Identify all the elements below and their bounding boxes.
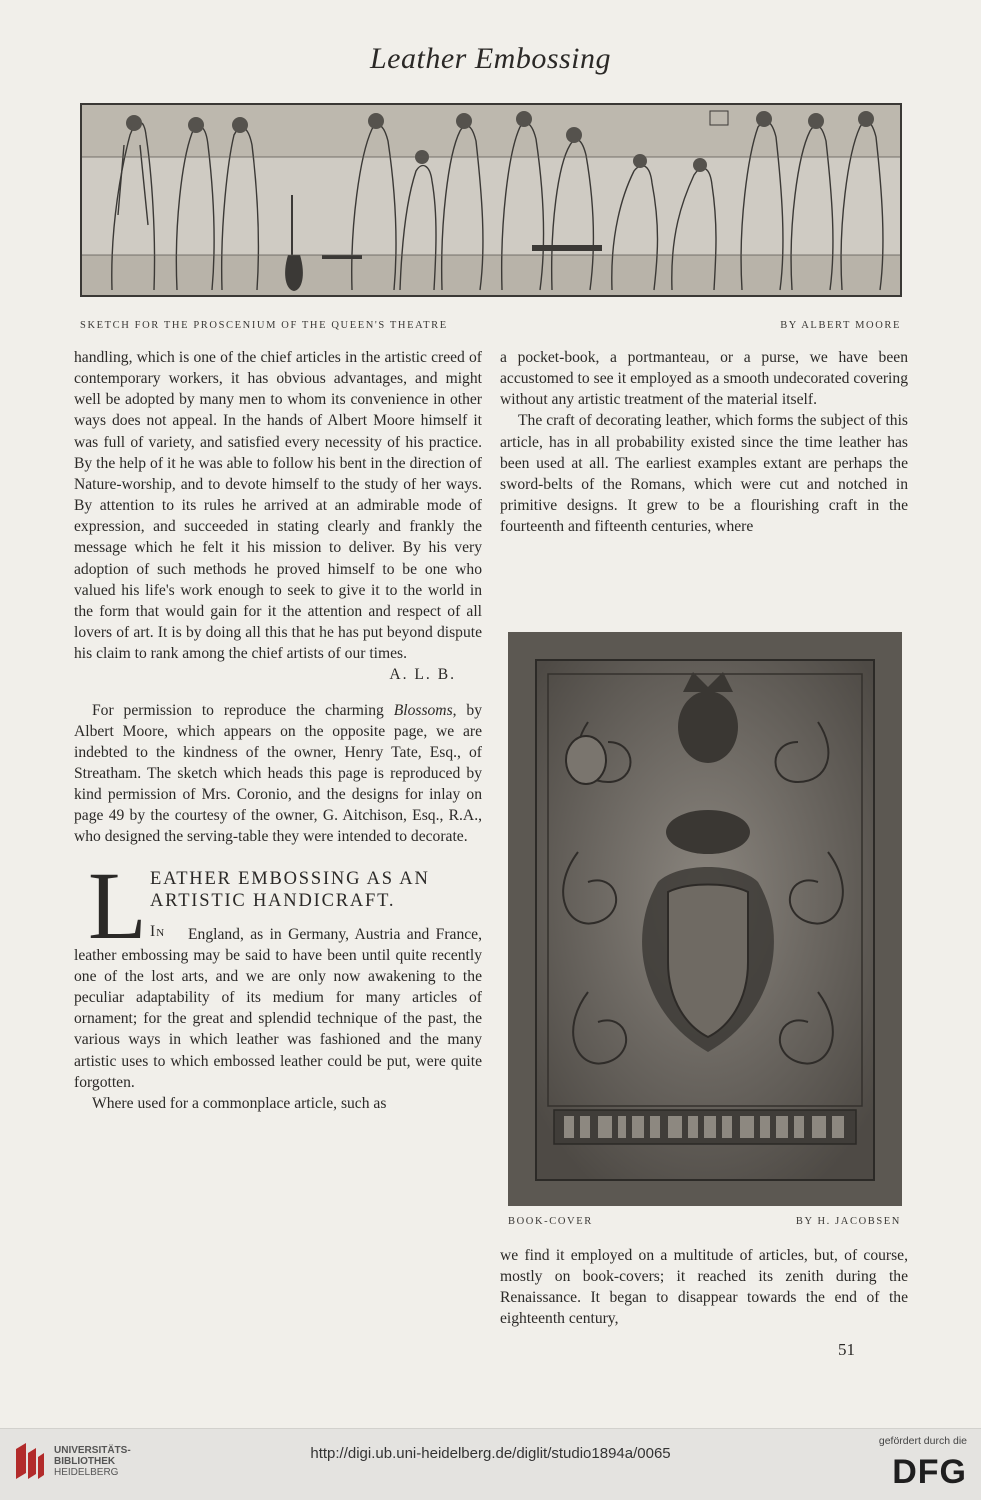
- paragraph: we find it employed on a multitude of articles, but, of course, mostly on book-covers; it reached its zenith during the Renaissance. It began to disappear towards the end of the eighteenth century,: [500, 1247, 908, 1328]
- frieze-illustration: [80, 103, 902, 297]
- paragraph-text: , by Albert Moore, which appears on the opposite page, we are indebted to the kindness of the owner, Henry Tate, Esq., of Streatham. The sketch which heads this page is reproduced by kind permission of Mrs. Coronio, and the designs for inlay on page 49 by the courtesy of the owner, G. Aitchison, Esq., R.A., who designed the serving-table they were intended to decorate.: [74, 701, 482, 846]
- page-title: Leather Embossing: [370, 42, 611, 75]
- right-column-top: [500, 347, 908, 537]
- paragraph-lead: [150, 921, 482, 942]
- paragraph: The craft of decorating leather, which forms the subject of this article, has in all probability existed since the time leather has been used at all. The earliest examples extant are perhaps the sword-belts of the Romans, which were cut and notched in primitive designs. It grew to be a flourishing craft in the fourteenth and fifteenth centuries, where: [500, 412, 908, 536]
- book-cover-image: [508, 632, 902, 1206]
- paragraph: Where used for a commonplace article, such as: [92, 1094, 387, 1112]
- dfg-logo: DFG: [892, 1453, 967, 1491]
- book-cover-credit: BY H. JACOBSEN: [795, 1216, 901, 1227]
- paragraph: [74, 700, 482, 848]
- book-cover-caption: BOOK-COVER: [508, 1216, 593, 1227]
- paragraph: a pocket-book, a portmanteau, or a purse, we have been accustomed to see it employed as a smooth undecorated covering without any artistic treatment of the material itself.: [500, 349, 908, 409]
- library-name-line: UNIVERSITÄTS-: [54, 1445, 131, 1456]
- footer-bar: [0, 1428, 981, 1500]
- artwork-title: Blossoms: [393, 701, 453, 719]
- paragraph: England, as in Germany, Austria and France, leather embossing may be said to have been until quite recently one of the lost arts, and we are only now awakening to the peculiar adaptability of its medium for many articles of ornament; for the great and splendid technique of the past, the various ways in which leather was fashioned and the many artistic uses to which embossed leather could be put, were quite forgotten.: [74, 925, 482, 1091]
- left-column: [74, 347, 482, 1114]
- funded-by-label: gefördert durch die: [878, 1435, 967, 1447]
- author-signature: A. L. B.: [389, 666, 456, 684]
- right-column-bottom: [500, 1245, 908, 1330]
- paragraph-text: For permission to reproduce the charming: [92, 701, 394, 719]
- paragraph: handling, which is one of the chief articles in the artistic creed of contemporary workers, it has obvious advantages, and might well be adopted by many men to whom its convenience in other ways does not appeal. In the hands of Albert Moore himself it was full of variety, and satisfied every necessity of his practice. By the help of it he was able to follow his bent in the direction of Nature-worship, and to devote himself to the study of her ways. By attention to its rules he arrived at an admirable mode of expression, and succeeded in stating clearly and frankly the message which he felt it his mission to deliver. By his very adoption of such methods he proved himself to be one who valued his life's work enough to seek to give it to the world in the form that would gain for it the attention and respect of all lovers of art. It is by doing all this that he has put beyond dispute his claim to rank among the chief artists of our times.: [74, 349, 482, 663]
- lead-word: In: [150, 922, 166, 940]
- drop-cap: L: [88, 851, 147, 959]
- section-heading: [74, 851, 482, 962]
- library-name-line: BIBLIOTHEK: [54, 1456, 116, 1467]
- section-heading-line: EATHER EMBOSSING AS AN: [150, 868, 430, 889]
- section-heading-line: ARTISTIC HANDICRAFT.: [150, 890, 396, 911]
- frieze-caption-title: SKETCH FOR THE PROSCENIUM OF THE QUEEN'S THEATRE: [80, 320, 448, 331]
- frieze-caption-credit: BY ALBERT MOORE: [780, 320, 901, 331]
- source-url-link[interactable]: http://digi.ub.uni-heidelberg.de/diglit/studio1894a/0065: [310, 1445, 671, 1462]
- page-number: 51: [838, 1340, 855, 1359]
- library-name-line: HEIDELBERG: [54, 1467, 119, 1478]
